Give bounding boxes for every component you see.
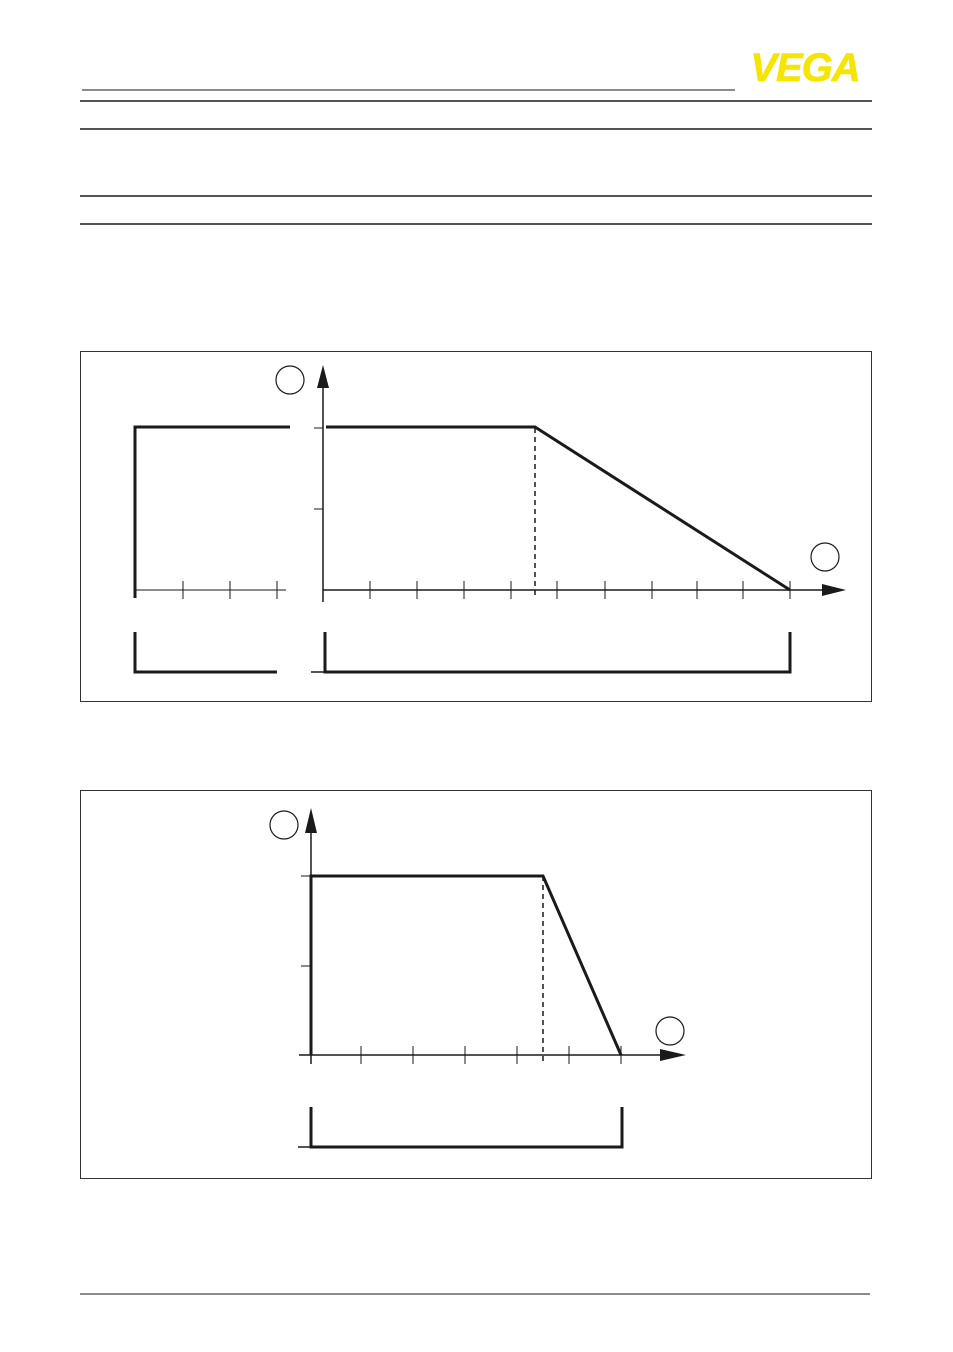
range-bracket: [311, 1107, 622, 1147]
y-axis-arrow-icon: [317, 365, 329, 388]
diagram-1-left-axis: [134, 427, 290, 672]
callout-circle-x: [656, 1017, 684, 1045]
left-step-curve: [135, 427, 290, 598]
diagram-1: [81, 352, 872, 702]
vega-logo: [750, 46, 859, 90]
diagram-1-frame: [81, 352, 872, 702]
derating-curve: [311, 876, 621, 1055]
callout-circle-x: [811, 543, 839, 571]
left-range-bracket: [135, 632, 277, 672]
callout-circle-y: [276, 366, 304, 394]
diagram-2: [81, 791, 872, 1179]
callout-circle-y: [270, 811, 298, 839]
y-axis-arrow-icon: [305, 808, 317, 833]
vega-logo-text: VEGA: [750, 46, 860, 90]
page-header: [80, 46, 872, 224]
diagram-1-main-axis: [276, 365, 846, 672]
diagram-2-frame: [81, 791, 872, 1179]
main-range-bracket: [325, 632, 790, 672]
x-axis-arrow-icon: [660, 1049, 686, 1061]
x-axis-arrow-icon: [822, 584, 846, 596]
derating-curve: [326, 427, 790, 590]
